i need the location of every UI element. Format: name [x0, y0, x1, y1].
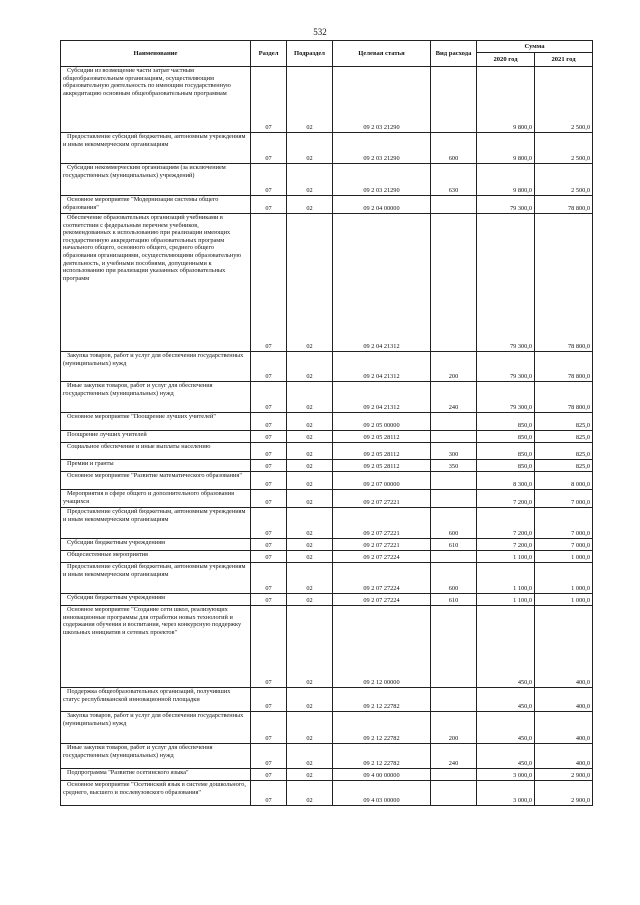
row-sum-2021: 7 000,0 — [535, 508, 593, 539]
row-sum-2021: 78 800,0 — [535, 214, 593, 352]
row-name: Закупка товаров, работ и услуг для обеспечения государственных (муниципальных) нужд — [61, 352, 251, 382]
row-expense-type — [431, 551, 477, 563]
row-section: 07 — [251, 563, 287, 594]
row-section: 07 — [251, 508, 287, 539]
row-section: 07 — [251, 712, 287, 744]
row-subsection: 02 — [287, 508, 333, 539]
row-sum-2020: 1 100,0 — [477, 594, 535, 606]
row-subsection: 02 — [287, 781, 333, 806]
row-section: 07 — [251, 382, 287, 413]
table-row — [61, 164, 593, 196]
header-year-2020: 2020 год — [477, 53, 535, 67]
table-row — [61, 214, 593, 352]
header-year-2021: 2021 год — [535, 53, 593, 67]
row-section: 07 — [251, 606, 287, 688]
row-subsection: 02 — [287, 460, 333, 472]
table-row — [61, 744, 593, 769]
row-subsection: 02 — [287, 133, 333, 164]
row-subsection: 02 — [287, 431, 333, 443]
row-sum-2020: 79 300,0 — [477, 382, 535, 413]
row-name: Мероприятия в сфере общего и дополнительного образования учащихся — [61, 490, 251, 508]
row-expense-type — [431, 606, 477, 688]
row-subsection: 02 — [287, 744, 333, 769]
row-section: 07 — [251, 352, 287, 382]
row-expense-type: 240 — [431, 744, 477, 769]
row-target-item: 09 2 03 21290 — [333, 67, 431, 133]
row-expense-type: 200 — [431, 712, 477, 744]
row-sum-2020: 3 000,0 — [477, 781, 535, 806]
row-subsection: 02 — [287, 67, 333, 133]
row-sum-2021: 78 800,0 — [535, 196, 593, 214]
table-row — [61, 781, 593, 806]
row-expense-type: 350 — [431, 460, 477, 472]
row-subsection: 02 — [287, 382, 333, 413]
row-target-item: 09 4 03 00000 — [333, 781, 431, 806]
row-target-item: 09 2 05 28112 — [333, 460, 431, 472]
row-name: Субсидии из возмещение части затрат частным общеобразовательным организациям, осуществляющим образовательную деятельность по имеющим государственную аккредитацию основным общеобразовательным программам — [61, 67, 251, 133]
row-section: 07 — [251, 67, 287, 133]
row-target-item: 09 4 00 00000 — [333, 769, 431, 781]
row-name: Основное мероприятие "Осетинский язык в системе дошкольного, среднего, высшего и послевузовского образования" — [61, 781, 251, 806]
table-row — [61, 594, 593, 606]
row-expense-type — [431, 67, 477, 133]
row-name: Предоставление субсидий бюджетным, автономным учреждениям и иным некоммерческим организациям — [61, 133, 251, 164]
row-sum-2021: 2 900,0 — [535, 781, 593, 806]
row-expense-type — [431, 196, 477, 214]
row-expense-type — [431, 413, 477, 431]
table-row — [61, 443, 593, 460]
table-row — [61, 606, 593, 688]
row-expense-type: 200 — [431, 352, 477, 382]
row-subsection: 02 — [287, 443, 333, 460]
row-sum-2021: 400,0 — [535, 712, 593, 744]
row-name: Субсидии некоммерческим организациям (за исключением государственных (муниципальных) учреждений) — [61, 164, 251, 196]
row-subsection: 02 — [287, 594, 333, 606]
table-row — [61, 133, 593, 164]
row-sum-2020: 850,0 — [477, 413, 535, 431]
row-subsection: 02 — [287, 769, 333, 781]
row-expense-type: 240 — [431, 382, 477, 413]
row-section: 07 — [251, 551, 287, 563]
table-row — [61, 67, 593, 133]
row-expense-type — [431, 431, 477, 443]
page-number: 532 — [313, 27, 327, 37]
row-section: 07 — [251, 214, 287, 352]
row-section: 07 — [251, 443, 287, 460]
table-header — [61, 41, 593, 67]
table-row — [61, 769, 593, 781]
table-row — [61, 563, 593, 594]
row-name: Основное мероприятие "Создание сети школ, реализующих инновационные программы для отработки новых технологий и содержания обучения и воспитания, через конкурсную поддержку школьных инициатив и сетевых проектов" — [61, 606, 251, 688]
row-sum-2021: 2 500,0 — [535, 133, 593, 164]
row-sum-2020: 7 200,0 — [477, 539, 535, 551]
row-target-item: 09 2 04 21312 — [333, 214, 431, 352]
row-sum-2020: 450,0 — [477, 712, 535, 744]
row-name: Подпрограмма "Развитие осетинского языка" — [61, 769, 251, 781]
row-name: Основное мероприятие "Развитие математического образования" — [61, 472, 251, 490]
row-sum-2021: 400,0 — [535, 606, 593, 688]
row-expense-type — [431, 781, 477, 806]
row-expense-type — [431, 688, 477, 712]
row-sum-2020: 850,0 — [477, 443, 535, 460]
row-section: 07 — [251, 490, 287, 508]
row-target-item: 09 2 07 27224 — [333, 594, 431, 606]
table-row — [61, 413, 593, 431]
row-subsection: 02 — [287, 688, 333, 712]
row-expense-type: 600 — [431, 563, 477, 594]
row-section: 07 — [251, 196, 287, 214]
row-target-item: 09 2 05 28112 — [333, 431, 431, 443]
row-expense-type: 610 — [431, 594, 477, 606]
row-sum-2020: 1 100,0 — [477, 563, 535, 594]
row-expense-type: 600 — [431, 508, 477, 539]
table-row — [61, 712, 593, 744]
row-sum-2021: 8 000,0 — [535, 472, 593, 490]
row-target-item: 09 2 04 21312 — [333, 352, 431, 382]
table-row — [61, 460, 593, 472]
row-sum-2021: 2 500,0 — [535, 67, 593, 133]
row-target-item: 09 2 04 00000 — [333, 196, 431, 214]
table-row — [61, 551, 593, 563]
row-name: Основное мероприятие "Поощрение лучших учителей" — [61, 413, 251, 431]
table-row — [61, 490, 593, 508]
row-subsection: 02 — [287, 214, 333, 352]
row-subsection: 02 — [287, 490, 333, 508]
row-sum-2021: 78 800,0 — [535, 352, 593, 382]
row-target-item: 09 2 04 21312 — [333, 382, 431, 413]
row-section: 07 — [251, 688, 287, 712]
row-sum-2020: 9 800,0 — [477, 67, 535, 133]
row-subsection: 02 — [287, 352, 333, 382]
row-subsection: 02 — [287, 563, 333, 594]
row-expense-type: 610 — [431, 539, 477, 551]
row-expense-type — [431, 490, 477, 508]
row-subsection: 02 — [287, 196, 333, 214]
row-subsection: 02 — [287, 539, 333, 551]
row-sum-2020: 3 000,0 — [477, 769, 535, 781]
row-expense-type — [431, 472, 477, 490]
row-sum-2021: 1 000,0 — [535, 594, 593, 606]
row-sum-2020: 79 300,0 — [477, 196, 535, 214]
table-row — [61, 382, 593, 413]
row-sum-2021: 825,0 — [535, 460, 593, 472]
row-sum-2021: 825,0 — [535, 413, 593, 431]
row-target-item: 09 2 07 27224 — [333, 551, 431, 563]
row-name: Поддержка общеобразовательных организаций, получивших статус республиканской инновационной площадки — [61, 688, 251, 712]
table-row — [61, 196, 593, 214]
row-section: 07 — [251, 460, 287, 472]
row-sum-2021: 78 800,0 — [535, 382, 593, 413]
table-row — [61, 352, 593, 382]
header-section: Раздел — [251, 41, 287, 67]
row-sum-2021: 825,0 — [535, 443, 593, 460]
row-sum-2020: 79 300,0 — [477, 352, 535, 382]
row-name: Социальное обеспечение и иные выплаты населению — [61, 443, 251, 460]
row-name: Поощрение лучших учителей — [61, 431, 251, 443]
row-subsection: 02 — [287, 551, 333, 563]
row-section: 07 — [251, 781, 287, 806]
row-target-item: 09 2 07 27221 — [333, 490, 431, 508]
table-body — [61, 67, 593, 806]
row-sum-2020: 7 200,0 — [477, 508, 535, 539]
row-section: 07 — [251, 539, 287, 551]
row-sum-2020: 450,0 — [477, 688, 535, 712]
row-section: 07 — [251, 769, 287, 781]
row-name: Обеспечение образовательных организаций учебниками в соответствии с федеральным перечнем учебников, рекомендованных к использованию при реализации имеющих государственную аккредитацию образовательных программ начального общего, основного общего, среднего общего образования организациями, осуществляющими образовательную деятельность, и учебными пособиями, допущенными к использованию при реализации указанных образовательных программ — [61, 214, 251, 352]
row-sum-2020: 9 800,0 — [477, 133, 535, 164]
header-expense-type: Вид расхода — [431, 41, 477, 67]
row-section: 07 — [251, 472, 287, 490]
row-target-item: 09 2 12 22782 — [333, 688, 431, 712]
row-name: Основное мероприятие "Модернизация системы общего образования" — [61, 196, 251, 214]
row-sum-2020: 9 800,0 — [477, 164, 535, 196]
row-expense-type — [431, 769, 477, 781]
table-row — [61, 539, 593, 551]
row-expense-type: 600 — [431, 133, 477, 164]
row-expense-type — [431, 214, 477, 352]
header-target-item: Целевая статья — [333, 41, 431, 67]
row-sum-2021: 2 500,0 — [535, 164, 593, 196]
row-subsection: 02 — [287, 712, 333, 744]
row-sum-2020: 850,0 — [477, 431, 535, 443]
row-target-item: 09 2 07 27221 — [333, 508, 431, 539]
row-target-item: 09 2 07 27221 — [333, 539, 431, 551]
row-sum-2021: 825,0 — [535, 431, 593, 443]
row-sum-2020: 450,0 — [477, 606, 535, 688]
row-subsection: 02 — [287, 413, 333, 431]
row-name: Премии и гранты — [61, 460, 251, 472]
row-section: 07 — [251, 594, 287, 606]
row-name: Предоставление субсидий бюджетным, автономным учреждениям и иным некоммерческим организациям — [61, 563, 251, 594]
row-subsection: 02 — [287, 606, 333, 688]
row-name: Закупка товаров, работ и услуг для обеспечения государственных (муниципальных) нужд — [61, 712, 251, 744]
row-sum-2020: 79 300,0 — [477, 214, 535, 352]
header-sum: Сумма — [477, 41, 593, 53]
row-name: Иные закупки товаров, работ и услуг для обеспечения государственных (муниципальных) нужд — [61, 744, 251, 769]
table-row — [61, 431, 593, 443]
row-sum-2021: 7 000,0 — [535, 490, 593, 508]
header-name: Наименование — [61, 41, 251, 67]
budget-table — [60, 40, 593, 806]
row-section: 07 — [251, 164, 287, 196]
row-target-item: 09 2 05 00000 — [333, 413, 431, 431]
row-name: Субсидии бюджетным учреждениям — [61, 594, 251, 606]
row-target-item: 09 2 07 27224 — [333, 563, 431, 594]
row-sum-2020: 1 100,0 — [477, 551, 535, 563]
row-name: Предоставление субсидий бюджетным, автономным учреждениям и иным некоммерческим организациям — [61, 508, 251, 539]
row-sum-2020: 450,0 — [477, 744, 535, 769]
row-target-item: 09 2 03 21290 — [333, 133, 431, 164]
row-subsection: 02 — [287, 472, 333, 490]
row-target-item: 09 2 12 00000 — [333, 606, 431, 688]
row-sum-2021: 1 000,0 — [535, 551, 593, 563]
header-subsection: Подраздел — [287, 41, 333, 67]
row-sum-2021: 2 900,0 — [535, 769, 593, 781]
row-name: Субсидии бюджетным учреждениям — [61, 539, 251, 551]
row-sum-2020: 8 300,0 — [477, 472, 535, 490]
row-section: 07 — [251, 744, 287, 769]
row-target-item: 09 2 12 22782 — [333, 712, 431, 744]
row-sum-2021: 400,0 — [535, 744, 593, 769]
row-sum-2021: 400,0 — [535, 688, 593, 712]
table-row — [61, 508, 593, 539]
row-section: 07 — [251, 431, 287, 443]
row-sum-2020: 850,0 — [477, 460, 535, 472]
row-target-item: 09 2 12 22782 — [333, 744, 431, 769]
row-sum-2021: 7 000,0 — [535, 539, 593, 551]
row-expense-type: 630 — [431, 164, 477, 196]
row-target-item: 09 2 05 28112 — [333, 443, 431, 460]
row-target-item: 09 2 03 21290 — [333, 164, 431, 196]
row-sum-2021: 1 000,0 — [535, 563, 593, 594]
table-row — [61, 472, 593, 490]
table-row — [61, 688, 593, 712]
row-expense-type: 300 — [431, 443, 477, 460]
row-section: 07 — [251, 133, 287, 164]
row-subsection: 02 — [287, 164, 333, 196]
row-name: Иные закупки товаров, работ и услуг для обеспечения государственных (муниципальных) нужд — [61, 382, 251, 413]
row-section: 07 — [251, 413, 287, 431]
row-target-item: 09 2 07 00000 — [333, 472, 431, 490]
row-name: Общесистемные мероприятия — [61, 551, 251, 563]
row-sum-2020: 7 200,0 — [477, 490, 535, 508]
